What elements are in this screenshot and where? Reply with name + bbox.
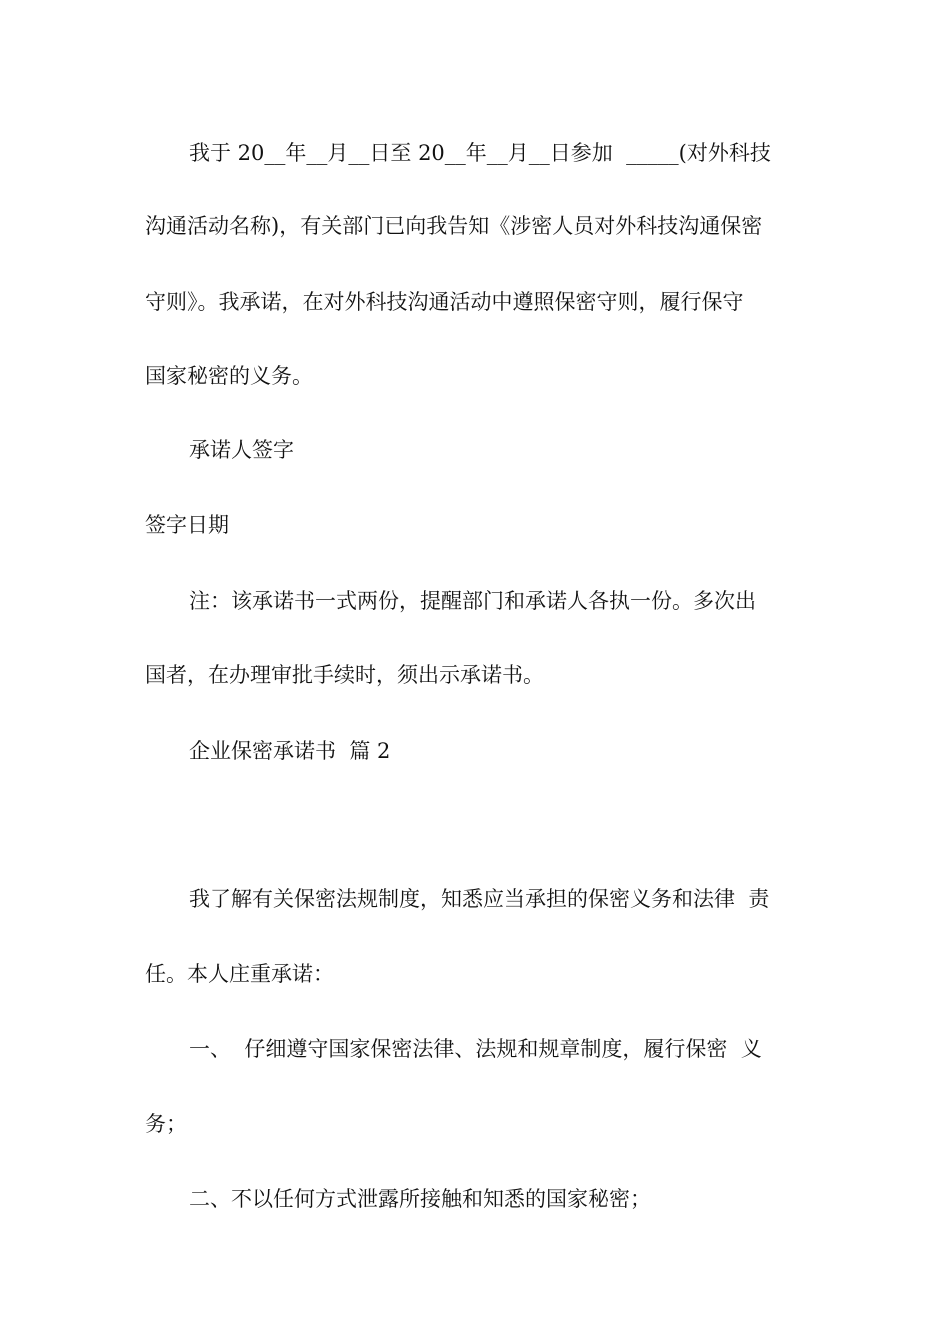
paragraph-line: 国家秘密的义务。	[145, 364, 313, 388]
paragraph-line: 任。本人庄重承诺：	[145, 962, 334, 986]
paragraph-line: 我了解有关保密法规制度，知悉应当承担的保密义务和法律 责	[189, 887, 770, 911]
section-title: 企业保密承诺书 篇 2	[189, 739, 391, 763]
list-item-line: 一、 仔细遵守国家保密法律、法规和规章制度，履行保密 义	[189, 1037, 762, 1061]
signature-label: 承诺人签字	[189, 438, 294, 462]
note-line: 注：该承诺书一式两份，提醒部门和承诺人各执一份。多次出	[189, 589, 756, 613]
paragraph-line: 守则》。我承诺，在对外科技沟通活动中遵照保密守则，履行保守	[145, 290, 744, 314]
paragraph-line: 沟通活动名称)，有关部门已向我告知《涉密人员对外科技沟通保密	[145, 214, 763, 238]
list-item-line: 二、不以任何方式泄露所接触和知悉的国家秘密；	[189, 1187, 651, 1211]
paragraph-line: 我于 20__年__月__日至 20__年__月__日参加 _____(对外科技	[189, 141, 771, 165]
signature-date-label: 签字日期	[145, 513, 229, 537]
list-item-line: 务；	[145, 1112, 187, 1136]
note-line: 国者，在办理审批手续时，须出示承诺书。	[145, 663, 544, 687]
